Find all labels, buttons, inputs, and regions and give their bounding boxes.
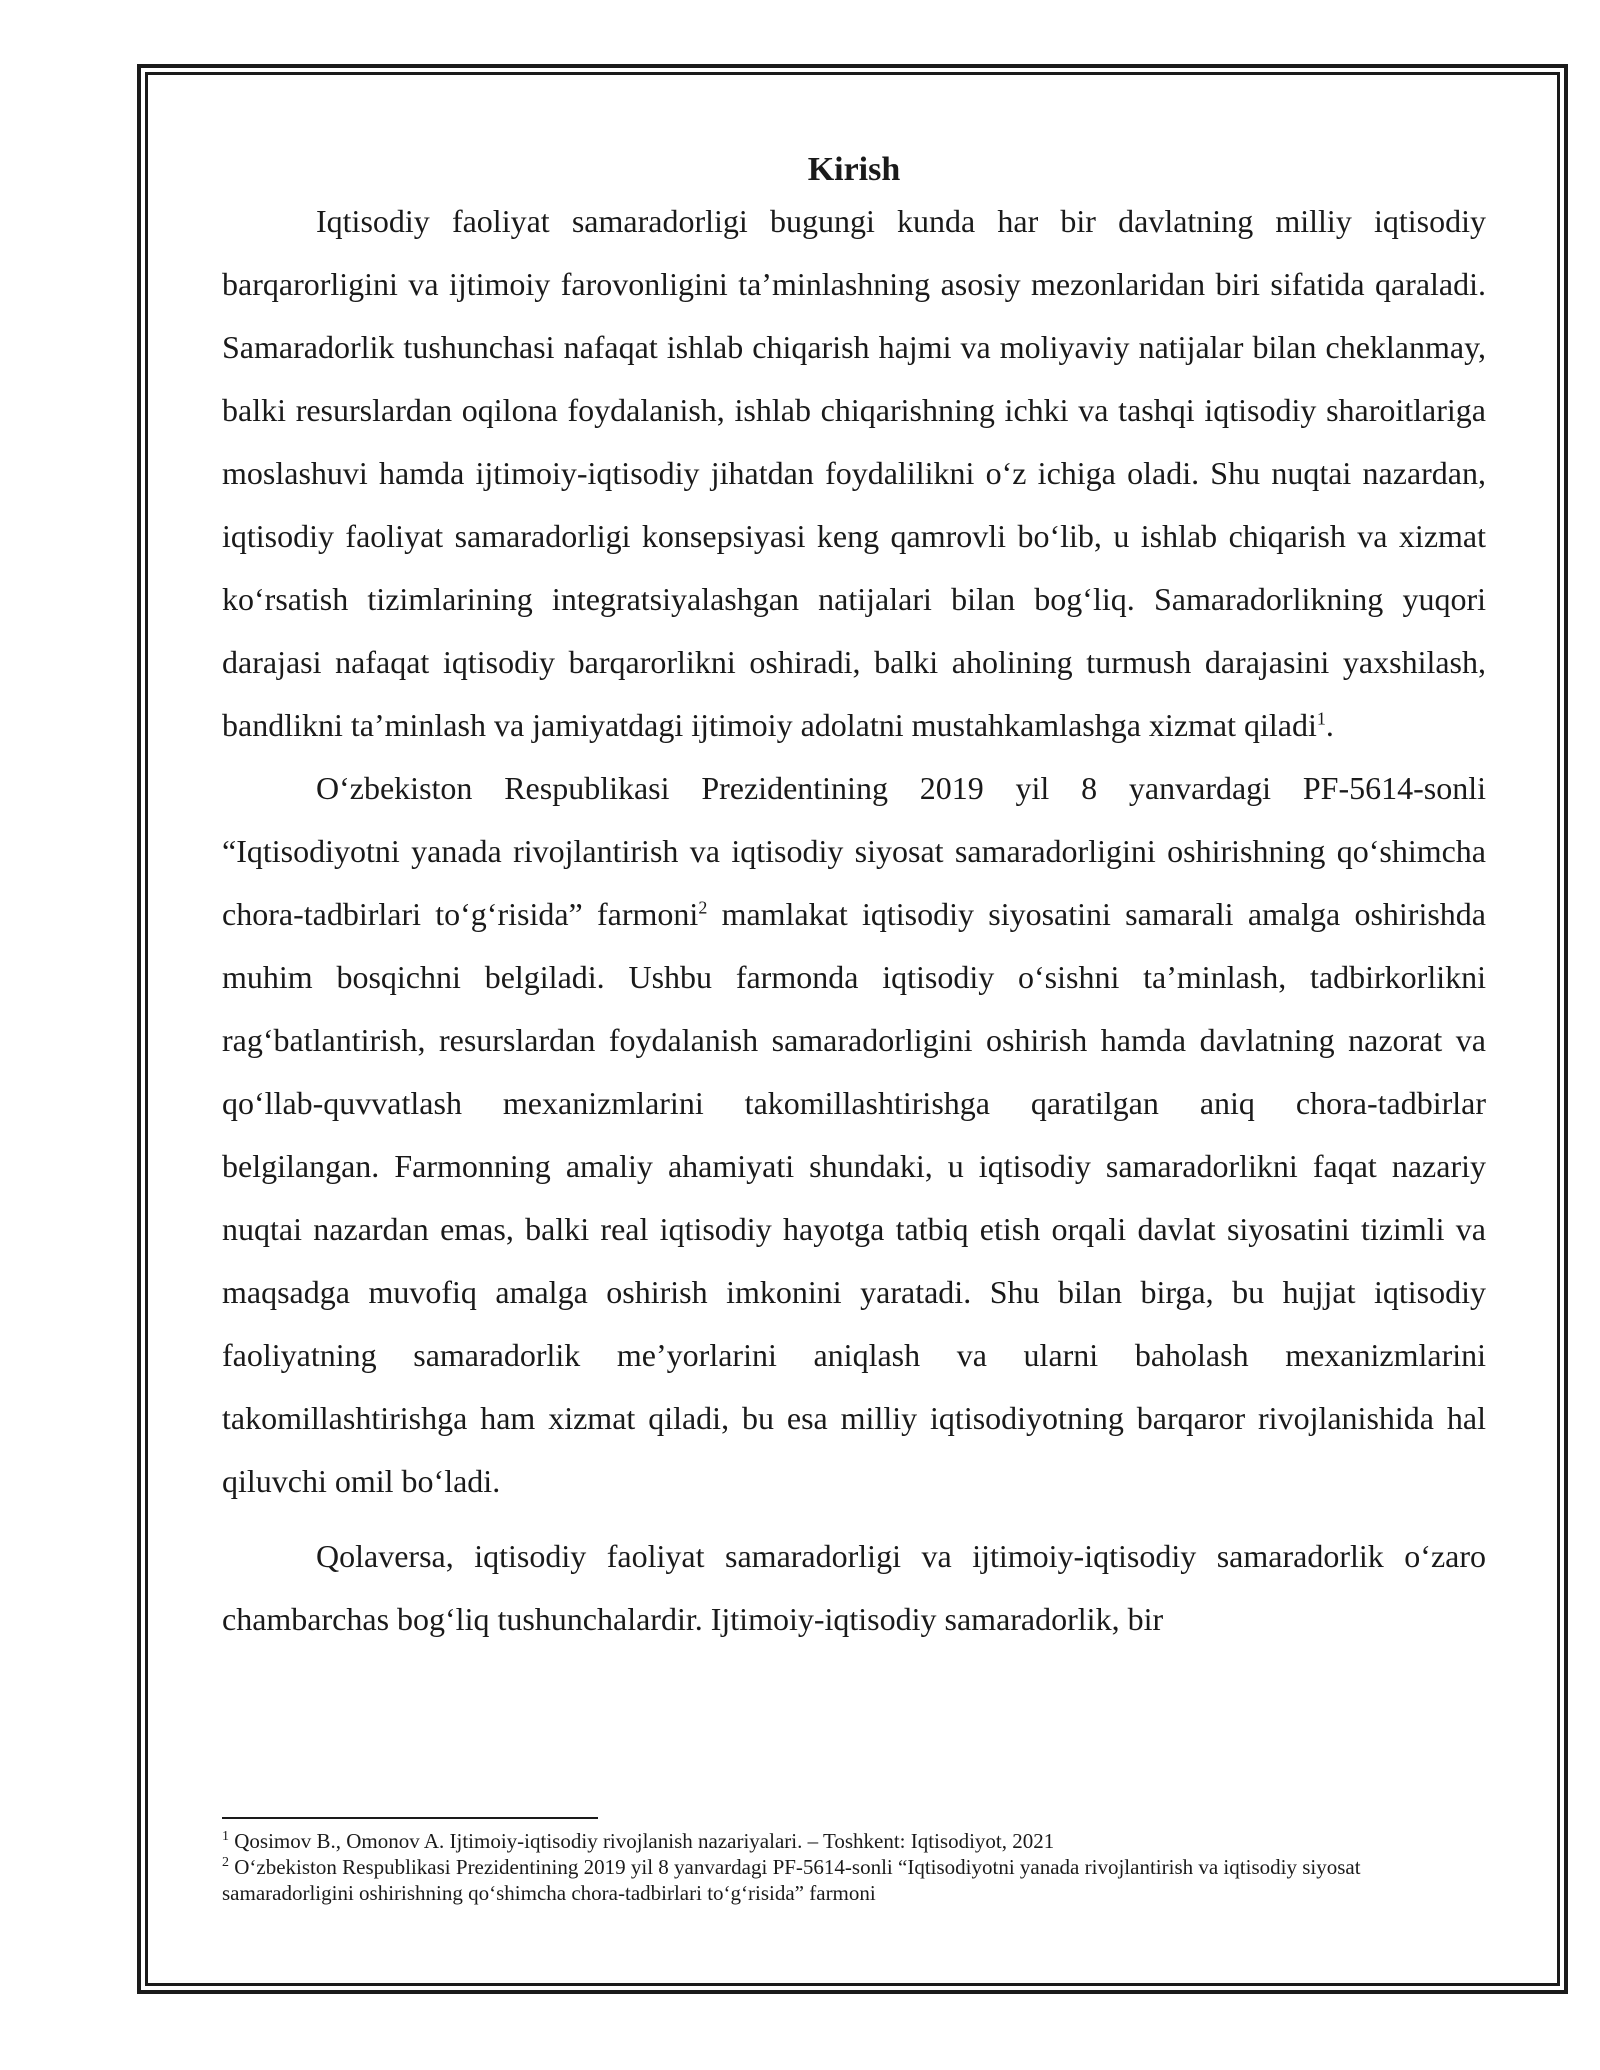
footnote-2-text: Oʻzbekiston Respublikasi Prezidentining 2019 yil 8 yanvardagi PF-5614-sonli “Iqtisodiyotni yanada rivojlantirish va iqtisodiy siyosat samaradorligini oshirishning qoʻshimcha chora-tadbirlari toʻgʻrisida” farmoni xyxy=(222,1855,1361,1905)
footnote-ref-2[interactable]: 2 xyxy=(698,897,708,918)
document-body xyxy=(222,150,1486,1651)
footnotes xyxy=(222,1828,1486,1906)
paragraph-3 xyxy=(222,1525,1486,1651)
paragraph-1-text-end: . xyxy=(1325,707,1334,743)
paragraph-3-text: Qolaversa, iqtisodiy faoliyat samaradorligi va ijtimoiy-iqtisodiy samaradorlik oʻzaro chambarchas bogʻliq tushunchalardir. Ijtimoiy-iqtisodiy samaradorlik, bir xyxy=(222,1538,1486,1637)
paragraph-1 xyxy=(222,190,1486,757)
footnote-1-number: 1 xyxy=(222,1829,229,1844)
paragraph-2-text-end: mamlakat iqtisodiy siyosatini samarali amalga oshirishda muhim bosqichni belgiladi. Ushbu farmonda iqtisodiy oʻsishni ta’minlash, tadbirkorlikni ragʻbatlantirish, resurslardan foydalanish samaradorligini oshirish hamda davlatning nazorat va qoʻllab-quvvatlash mexanizmlarini takomillashtirishga qaratilgan aniq chora-tadbirlar belgilangan. Farmonning amaliy ahamiyati shundaki, u iqtisodiy samaradorlikni faqat nazariy nuqtai nazardan emas, balki real iqtisodiy hayotga tatbiq etish orqali davlat siyosatini tizimli va maqsadga muvofiq amalga oshirish imkonini yaratadi. Shu bilan birga, bu hujjat iqtisodiy faoliyatning samaradorlik me’yorlarini aniqlash va ularni baholash mexanizmlarini takomillashtirishga ham xizmat qiladi, bu esa milliy iqtisodiyotning barqaror rivojlanishida hal qiluvchi omil boʻladi. xyxy=(222,896,1487,1499)
footnote-ref-1[interactable]: 1 xyxy=(1316,708,1326,729)
footnote-separator xyxy=(222,1817,598,1819)
paragraph-2 xyxy=(222,757,1486,1513)
footnote-1 xyxy=(222,1828,1486,1854)
section-title: Kirish xyxy=(807,151,901,188)
footnote-1-text: Qosimov B., Omonov A. Ijtimoiy-iqtisodiy rivojlanish nazariyalari. – Toshkent: Iqtisodiyot, 2021 xyxy=(229,1829,1055,1853)
footnote-2 xyxy=(222,1854,1486,1906)
footnote-2-number: 2 xyxy=(222,1855,229,1870)
paragraph-1-text: Iqtisodiy faoliyat samaradorligi bugungi kunda har bir davlatning milliy iqtisodiy barqarorligini va ijtimoiy farovonligini ta’minlashning asosiy mezonlaridan biri sifatida qaraladi. Samaradorlik tushunchasi nafaqat ishlab chiqarish hajmi va moliyaviy natijalar bilan cheklanmay, balki resurslardan oqilona foydalanish, ishlab chiqarishning ichki va tashqi iqtisodiy sharoitlariga moslashuvi hamda ijtimoiy-iqtisodiy jihatdan foydalilikni oʻz ichiga oladi. Shu nuqtai nazardan, iqtisodiy faoliyat samaradorligi konsepsiyasi keng qamrovli boʻlib, u ishlab chiqarish va xizmat koʻrsatish tizimlarining integratsiyalashgan natijalari bilan bogʻliq. Samaradorlikning yuqori darajasi nafaqat iqtisodiy barqarorlikni oshiradi, balki aholining turmush darajasini yaxshilash, bandlikni ta’minlash va jamiyatdagi ijtimoiy adolatni mustahkamlashga xizmat qiladi xyxy=(222,203,1486,743)
paragraph-2-text: Oʻzbekiston Respublikasi Prezidentining 2019 yil 8 yanvardagi PF-5614-sonli “Iqtisodiyotni yanada rivojlantirish va iqtisodiy siyosat samaradorligini oshirishning qoʻshimcha chora-tadbirlari toʻgʻrisida” farmoni xyxy=(222,770,1486,932)
